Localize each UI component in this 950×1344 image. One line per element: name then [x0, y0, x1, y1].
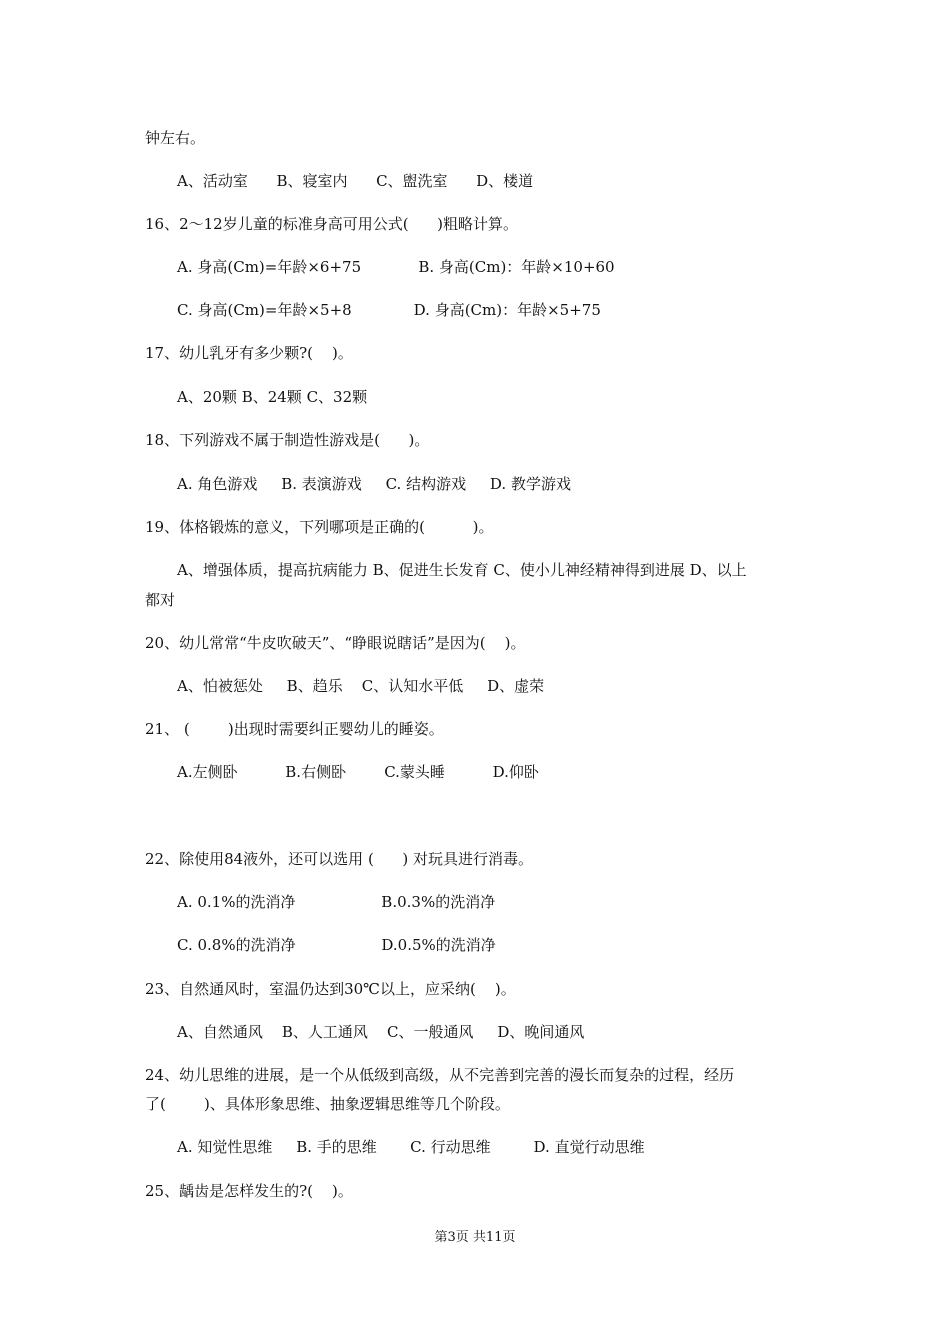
q24-question: 24、幼儿思维的进展，是一个从低级到高级，从不完善到完善的漫长而复杂的过程，经历	[145, 1066, 735, 1084]
q25-question: 25、龋齿是怎样发生的?( )。	[145, 1182, 353, 1200]
q19-question: 19、体格锻炼的意义，下列哪项是正确的( )。	[145, 518, 494, 536]
q24-question-wrap: 了( )、具体形象思维、抽象逻辑思维等几个阶段。	[145, 1095, 510, 1113]
q17-question: 17、幼儿乳牙有多少颗?( )。	[145, 344, 353, 362]
q20-options: A、怕被惩处 B、趋乐 C、认知水平低 D、虚荣	[177, 677, 545, 695]
q24-options: A. 知觉性思维 B. 手的思维 C. 行动思维 D. 直觉行动思维	[177, 1138, 645, 1156]
q15-options: A、活动室 B、寝室内 C、盥洗室 D、楼道	[177, 172, 534, 190]
q22-question: 22、除使用84液外，还可以选用 ( ) 对玩具进行消毒。	[145, 850, 534, 868]
q19-options-wrap: 都对	[145, 591, 176, 609]
q21-options: A.左侧卧 B.右侧卧 C.蒙头睡 D.仰卧	[177, 763, 539, 781]
q16-question: 16、2～12岁儿童的标准身高可用公式( )粗略计算。	[145, 215, 519, 233]
q21-question: 21、 ( )出现时需要纠正婴幼儿的睡姿。	[145, 720, 444, 738]
q17-options: A、20颗 B、24颗 C、32颗	[177, 388, 368, 406]
q23-options: A、自然通风 B、人工通风 C、一般通风 D、晚间通风	[177, 1023, 585, 1041]
q15-continuation: 钟左右。	[145, 129, 206, 147]
q22-options-cd: C. 0.8%的洗消净 D.0.5%的洗消净	[177, 936, 496, 954]
q16-options-ab: A. 身高(Cm)=年龄×6+75 B. 身高(Cm)：年龄×10+60	[177, 258, 615, 276]
q22-options-ab: A. 0.1%的洗消净 B.0.3%的洗消净	[177, 893, 496, 911]
q19-options: A、增强体质，提高抗病能力 B、促进生长发育 C、使小儿神经精神得到进展 D、以上	[177, 561, 747, 579]
q20-question: 20、幼儿常常“牛皮吹破天”、“睁眼说瞎话”是因为( )。	[145, 634, 526, 652]
q18-options: A. 角色游戏 B. 表演游戏 C. 结构游戏 D. 教学游戏	[177, 475, 571, 493]
q16-options-cd: C. 身高(Cm)=年龄×5+8 D. 身高(Cm)：年龄×5+75	[177, 301, 601, 319]
q18-question: 18、下列游戏不属于制造性游戏是( )。	[145, 431, 430, 449]
page-footer: 第3页 共11页	[434, 1230, 516, 1245]
q23-question: 23、自然通风时，室温仍达到30℃以上，应采纳( )。	[145, 980, 516, 998]
